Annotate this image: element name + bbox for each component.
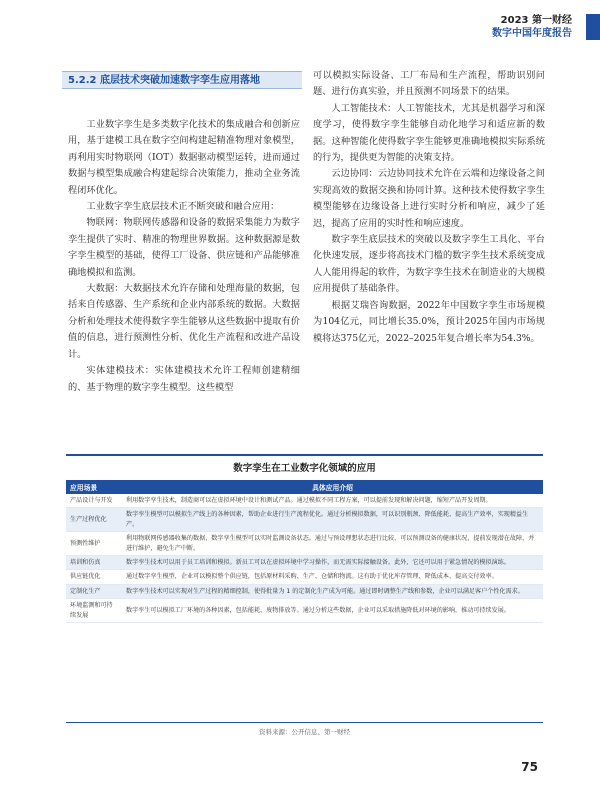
table-title: 数字孪生在工业数字化领域的应用 [233,463,376,474]
scene-cell: 环境监测和可持续发展 [66,599,122,623]
scene-cell: 定制化生产 [66,584,122,598]
paragraph: 根据艾瑞咨询数据，2022年中国数字孪生市场规模为104亿元，同比增长35.0%，预计2025年国内市场规模将达375亿元，2022–2025年复合增长率为54.3%。 [313,299,545,344]
table-header-row [66,480,543,494]
description-cell: 数字孪生技术可以用于员工培训和模拟。新员工可以在虚拟环境中学习操作，而无需实际接触设备。此外，它还可以用于紧急情况的模拟演练。 [122,556,543,570]
paragraph: 数字孪生底层技术的突破以及数字孪生工具化、平台化快速发展，逐步将高技术门槛的数字孪生技术系统变成人人能用得起的软件，为数字孪生技术在制造业的大规模应用提供了基础条件。 [313,234,545,295]
column-header-scene: 应用场景 [66,480,122,494]
description-cell: 数字孪生模型可以模拟生产线上的各种因素，帮助企业进行生产流程优化。通过分析模拟数据，可以识别瓶颈、降低能耗、提高生产效率，实现精益生产。 [122,508,543,532]
header-line-2: 数字中国年度报告 [492,28,572,39]
paragraph: 工业数字孪生底层技术正不断突破和融合应用： [86,201,280,213]
header-line-1: 2023 第一财经 [500,15,572,26]
description-cell: 利用物联网传感器收集的数据，数字孪生模型可以实时监测设备状态。通过与预设理想状态进行比较，可以预测设备的健康状况、提前发现潜在故障，并进行维护，避免生产中断。 [122,532,543,556]
paragraph: 云边协同：云边协同技术允许在云端和边缘设备之间实现高效的数据交换和协同计算。这种技术使得数字孪生模型能够在边缘设备上进行实时分析和响应，减少了延迟，提高了应用的实时性和响应速度。 [313,168,545,229]
description-cell: 数字孪生可以模拟工厂环境的各种因素，包括能耗、废物排放等。通过分析这些数据，企业可以采取措施降低对环境的影响，推动可持续发展。 [122,599,543,623]
scene-cell: 供应链优化 [66,570,122,584]
scene-cell: 生产过程优化 [66,508,122,532]
page-number: 75 [521,760,538,774]
source-note: 资料来源：公开信息、第一财经 [259,728,350,736]
description-cell: 利用数字孪生技术，制造商可以在虚拟环境中设计和测试产品。通过模拟不同工程方案，可以提前发现和解决问题，缩短产品开发周期。 [122,494,543,508]
paragraph: 实体建模技术：实体建模技术允许工程师创建精细的、基于物理的数字孪生模型。这些模型 [68,365,300,393]
paragraph: 大数据：大数据技术允许存储和处理海量的数据，包括来自传感器、生产系统和企业内部系统的数据。大数据分析和处理技术使得数字孪生能够从这些数据中提取有价值的信息，进行预测性分析、优化生产流程和改进产品设计。 [68,283,300,360]
table-top-rule [66,454,543,456]
header-accent-bar [586,14,600,40]
section-title: 5.2.2 底层技术突破加速数字孪生应用落地 [62,71,302,89]
table-bottom-rule [66,722,543,723]
scene-cell: 产品设计与开发 [66,494,122,508]
table-row [66,532,543,556]
table-row [66,556,543,570]
description-cell: 数字孪生技术可以实现对生产过程的精细控制，使得批量为 1 的定制化生产成为可能。通过即时调整生产线和参数，企业可以满足客户个性化需求。 [122,584,543,598]
paragraph: 物联网：物联网传感器和设备的数据采集能力为数字孪生提供了实时、精准的物理世界数据。这种数据源是数字孪生模型的基础，使得工厂设备、供应链和产品能够准确地模拟和监测。 [68,217,300,278]
table-row [66,508,543,532]
report-header [492,14,572,40]
column-header-description: 具体应用介绍 [122,480,543,494]
left-column [68,117,300,396]
table-row [66,599,543,623]
description-cell: 通过数字孪生模型，企业可以模拟整个供应链，包括原材料采购、生产、仓储和物流。这有助于优化库存管理、降低成本、提高交付效率。 [122,570,543,584]
table-row [66,570,543,584]
paragraph: 可以模拟实际设备、工厂布局和生产流程，帮助识别问题、进行仿真实验，并且预测不同场景下的结果。 [313,70,545,98]
table-row [66,584,543,598]
right-column [313,68,545,347]
table-row [66,494,543,508]
scene-cell: 预测性维护 [66,532,122,556]
applications-table [66,480,543,623]
scene-cell: 培训和仿真 [66,556,122,570]
paragraph: 人工智能技术：人工智能技术，尤其是机器学习和深度学习，使得数字孪生能够自动化地学习和适应新的数据。这种智能化使得数字孪生能够更准确地模拟实际系统的行为，提供更为智能的决策支持。 [313,102,545,164]
paragraph: 工业数字孪生是多类数字化技术的集成融合和创新应用，基于建模工具在数字空间构建起精准物理对象模型，再利用实时物联网（IOT）数据驱动模型运转，进而通过数据与模型集成融合构建起综合决策能力，推动全业务流程闭环优化。 [68,119,300,196]
